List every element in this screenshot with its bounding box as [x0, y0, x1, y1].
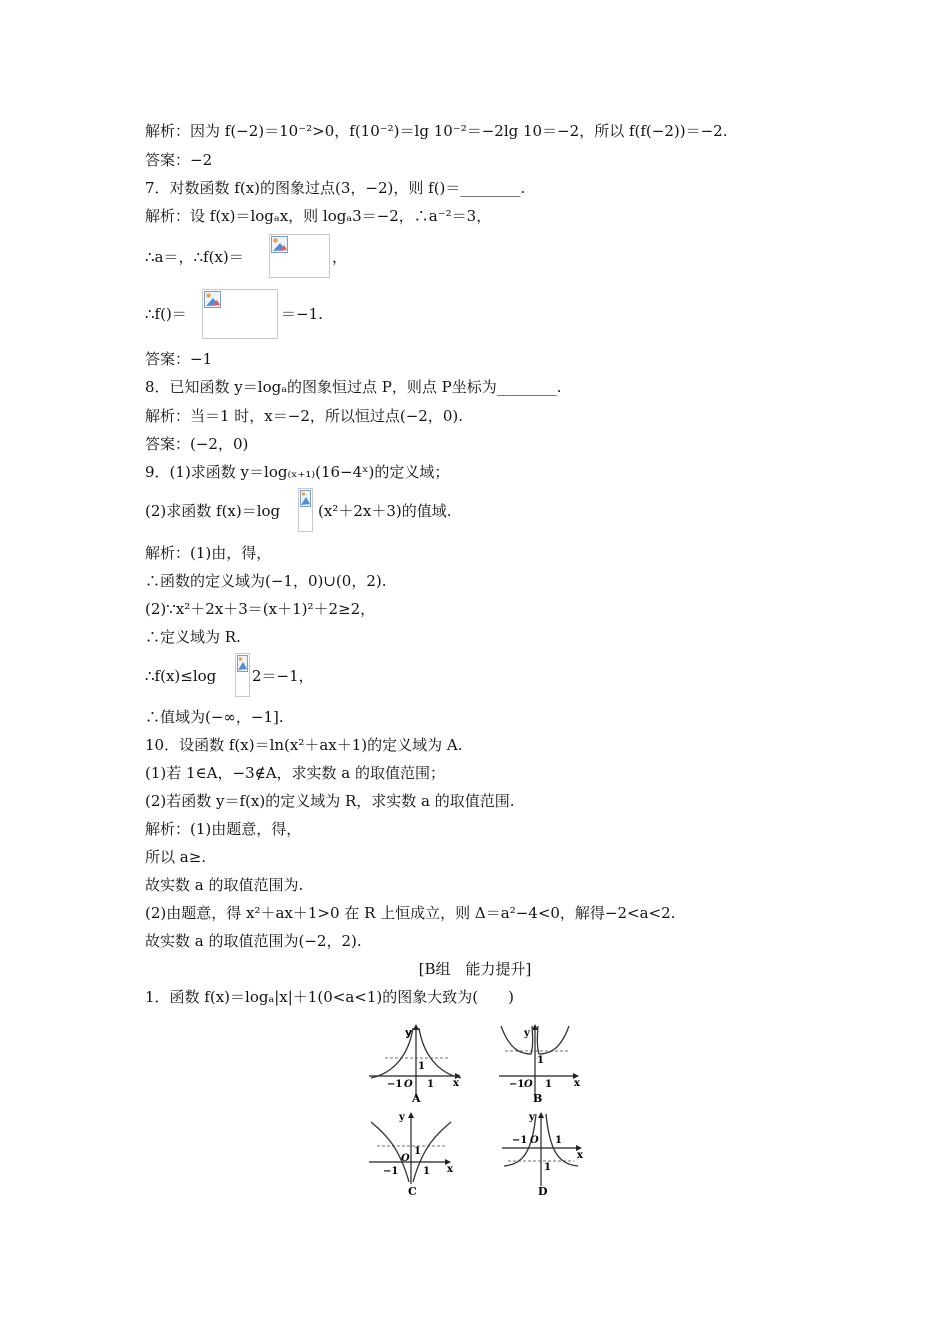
question-b1: 1．函数 f(x)＝logₐ|x|＋1(0<a<1)的图象大致为( ): [145, 988, 514, 1006]
tick-label: 1: [537, 1055, 544, 1066]
axis-y-label: y: [399, 1112, 405, 1123]
solution-line: 解析：因为 f(−2)＝10⁻²>0，f(10⁻²)＝lg 10⁻²＝−2lg 10＝−2，所以 f(f(−2))＝−2.: [145, 122, 728, 140]
origin-label: O: [401, 1153, 410, 1164]
broken-image-placeholder: [269, 234, 330, 278]
question-10-part-1: (1)若 1∈A，−3∉A，求实数 a 的取值范围；: [145, 764, 446, 782]
origin-label: O: [404, 1079, 413, 1090]
broken-image-placeholder: [235, 653, 250, 697]
solution-line: 故实数 a 的取值范围为(−2，2).: [145, 932, 362, 950]
graph-option-c[interactable]: [365, 1106, 465, 1198]
broken-image-placeholder: [298, 488, 313, 532]
graph-option-d[interactable]: [498, 1106, 598, 1198]
axis-y-label: y: [529, 1112, 535, 1123]
tick-label: −1: [387, 1079, 403, 1090]
solution-line: 解析：设 f(x)＝logₐx，则 logₐ3＝−2，∴a⁻²＝3，: [145, 207, 492, 225]
question-9-part-2: (x²＋2x＋3)的值域.: [318, 502, 452, 520]
solution-line: ＝−1.: [281, 305, 323, 323]
solution-line: 解析：(1)由，得，: [145, 544, 272, 562]
solution-line: ∴f()＝: [145, 305, 187, 323]
question-10: 10．设函数 f(x)＝ln(x²＋ax＋1)的定义域为 A.: [145, 736, 463, 754]
solution-line: ∴函数的定义域为(−1，0)∪(0，2).: [145, 572, 387, 590]
tick-label: 1: [555, 1135, 562, 1146]
answer-line: 答案：(−2，0): [145, 435, 249, 453]
tick-label: 1: [418, 1061, 425, 1072]
option-label: C: [408, 1185, 417, 1198]
solution-line: 所以 a≥.: [145, 848, 207, 866]
question-9-part-2: (2)求函数 f(x)＝log: [145, 502, 281, 520]
axis-y-label: y: [405, 1026, 413, 1039]
option-label: B: [533, 1092, 543, 1104]
punctuation: ，: [332, 248, 348, 266]
answer-line: 答案：−1: [145, 350, 213, 368]
axis-x-label: x: [574, 1078, 580, 1089]
tick-label: 1: [545, 1079, 552, 1090]
tick-label: 1: [544, 1162, 551, 1173]
solution-line: 故实数 a 的取值范围为.: [145, 876, 304, 894]
graph-option-b[interactable]: [495, 1018, 595, 1104]
origin-label: O: [530, 1135, 539, 1146]
axis-x-label: x: [577, 1150, 583, 1161]
axis-x-label: x: [453, 1078, 459, 1089]
solution-line: ∴a＝，∴f(x)＝: [145, 248, 244, 266]
solution-line: ∴值域为(−∞，−1].: [145, 708, 284, 726]
origin-label: O: [524, 1079, 533, 1090]
question-8: 8．已知函数 y＝logₐ的图象恒过点 P，则点 P坐标为________.: [145, 378, 562, 396]
broken-image-placeholder: [202, 289, 278, 339]
solution-line: ∴定义域为 R.: [145, 628, 241, 646]
option-label: D: [538, 1185, 548, 1198]
solution-line: (2)∵x²＋2x＋3＝(x＋1)²＋2≥2，: [145, 600, 376, 618]
tick-label: −1: [383, 1166, 399, 1177]
section-title: [B组 能力提升]: [418, 960, 532, 978]
tick-label: 1: [414, 1146, 421, 1157]
broken-image-icon: [271, 236, 288, 253]
graph-option-a[interactable]: [365, 1018, 465, 1104]
solution-line: (2)由题意，得 x²＋ax＋1>0 在 R 上恒成立，则 Δ＝a²−4<0，解得−2<a<2.: [145, 904, 676, 922]
solution-line: 解析：当＝1 时，x＝−2，所以恒过点(−2，0).: [145, 407, 464, 425]
answer-line: 答案：−2: [145, 151, 213, 169]
broken-image-icon: [237, 655, 248, 672]
axis-y-label: y: [524, 1028, 530, 1039]
tick-label: −1: [509, 1079, 525, 1090]
solution-line: 解析：(1)由题意，得，: [145, 820, 302, 838]
tick-label: −1: [512, 1135, 528, 1146]
broken-image-icon: [300, 490, 311, 507]
question-9: 9．(1)求函数 y＝log₍ₓ₊₁₎(16−4ˣ)的定义域；: [145, 463, 450, 481]
tick-label: 1: [427, 1079, 434, 1090]
question-10-part-2: (2)若函数 y＝f(x)的定义域为 R，求实数 a 的取值范围.: [145, 792, 515, 810]
broken-image-icon: [204, 291, 221, 308]
solution-line: ∴f(x)≤log: [145, 667, 217, 685]
axis-x-label: x: [447, 1164, 453, 1175]
question-7: 7．对数函数 f(x)的图象过点(3，−2)，则 f()＝________.: [145, 179, 526, 197]
tick-label: 1: [423, 1166, 430, 1177]
option-label: A: [412, 1092, 421, 1104]
solution-line: 2＝−1，: [252, 667, 314, 685]
